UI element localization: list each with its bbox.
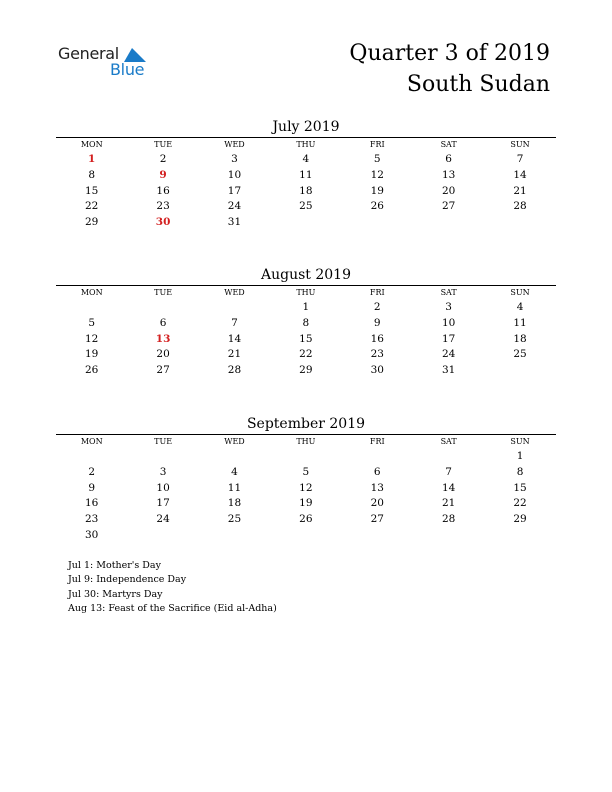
day-cell: 31 xyxy=(227,216,242,229)
day-cell: 7 xyxy=(445,465,452,478)
day-cell xyxy=(270,528,341,544)
generalblue-logo xyxy=(58,44,158,80)
day-cell: 29 xyxy=(85,216,99,229)
weekday-header: FRI xyxy=(369,437,385,446)
weekday-header: SAT xyxy=(440,288,457,297)
logo-text-general: General xyxy=(58,44,119,63)
day-cell xyxy=(199,528,270,544)
day-cell: 21 xyxy=(513,184,527,197)
day-cell: 5 xyxy=(373,153,381,165)
day-cell: 6 xyxy=(373,465,381,478)
day-cell: 25 xyxy=(513,348,527,361)
day-cell: 22 xyxy=(299,348,313,361)
day-cell xyxy=(484,215,555,231)
day-cell: 16 xyxy=(370,332,384,345)
day-cell: 14 xyxy=(513,168,527,181)
day-cell: 10 xyxy=(227,168,242,181)
day-cell: 16 xyxy=(85,497,99,510)
logo-text-blue: Blue xyxy=(110,60,145,79)
weekday-header: SUN xyxy=(510,288,530,297)
weekday-header: FRI xyxy=(369,288,385,297)
day-cell: 20 xyxy=(370,497,384,510)
day-cell: 19 xyxy=(370,184,384,197)
day-cell: 21 xyxy=(441,497,456,510)
day-cell: 27 xyxy=(370,513,384,526)
day-cell xyxy=(342,215,413,231)
month-august xyxy=(56,265,556,379)
day-cell: 9 xyxy=(159,168,167,181)
day-cell xyxy=(199,449,270,465)
weekday-header: THU xyxy=(296,140,316,149)
weekday-header: MON xyxy=(80,288,103,297)
weekday-header: WED xyxy=(224,140,245,149)
day-cell: 26 xyxy=(370,200,384,213)
title-quarter: Quarter 3 of 2019 xyxy=(349,41,550,66)
day-cell: 12 xyxy=(370,168,384,181)
day-cell: 3 xyxy=(231,153,238,165)
day-cell: 15 xyxy=(513,481,527,494)
holiday-notes xyxy=(68,559,277,616)
day-cell: 27 xyxy=(441,200,456,213)
day-cell: 13 xyxy=(441,168,456,181)
day-cell: 7 xyxy=(231,316,238,329)
day-cell: 21 xyxy=(227,348,242,361)
day-cell xyxy=(413,528,484,544)
holiday-note: Jul 9: Independence Day xyxy=(68,574,187,586)
day-cell: 8 xyxy=(516,465,524,478)
weekday-header: SAT xyxy=(440,437,457,446)
day-cell: 20 xyxy=(156,348,170,361)
weekday-header: SUN xyxy=(510,437,530,446)
day-cell: 19 xyxy=(299,497,313,510)
day-cell: 13 xyxy=(155,332,171,345)
day-cell: 6 xyxy=(445,153,452,165)
day-cell: 18 xyxy=(513,332,527,345)
day-cell: 2 xyxy=(88,465,96,478)
day-cell xyxy=(413,215,484,231)
month-july xyxy=(56,117,556,231)
day-cell: 7 xyxy=(516,153,524,165)
day-cell xyxy=(484,528,555,544)
month-title: July 2019 xyxy=(272,119,340,135)
day-cell: 17 xyxy=(441,332,456,345)
weekday-header: SUN xyxy=(510,140,530,149)
weekday-header: TUE xyxy=(154,140,173,149)
day-cell: 24 xyxy=(227,200,242,213)
page-title xyxy=(349,38,550,100)
weekday-header: WED xyxy=(224,437,245,446)
weekday-header: MON xyxy=(80,437,103,446)
holiday-note: Aug 13: Feast of the Sacrifice (Eid al-Adha) xyxy=(68,602,277,614)
day-cell: 11 xyxy=(227,481,242,494)
day-cell xyxy=(56,449,127,465)
day-cell: 30 xyxy=(85,528,99,541)
day-cell: 16 xyxy=(156,184,170,197)
day-cell: 25 xyxy=(299,200,313,213)
weekday-header: SAT xyxy=(440,140,457,149)
weekday-header: MON xyxy=(80,140,103,149)
day-cell: 30 xyxy=(370,364,384,377)
day-cell: 31 xyxy=(441,364,456,377)
day-cell: 18 xyxy=(299,184,313,197)
holiday-note: Jul 30: Martyrs Day xyxy=(68,588,163,600)
day-cell: 9 xyxy=(88,481,96,494)
day-cell: 11 xyxy=(299,168,313,181)
day-cell xyxy=(56,300,127,316)
day-cell: 11 xyxy=(513,316,527,329)
day-cell: 23 xyxy=(370,348,384,361)
day-cell: 10 xyxy=(156,481,170,494)
day-cell: 23 xyxy=(85,513,99,526)
day-cell: 24 xyxy=(156,513,170,526)
day-cell: 2 xyxy=(373,301,381,313)
day-cell: 22 xyxy=(85,200,99,213)
day-cell: 29 xyxy=(299,364,313,377)
day-cell: 25 xyxy=(227,513,242,526)
day-cell: 23 xyxy=(156,200,170,213)
title-country: South Sudan xyxy=(406,72,550,97)
day-cell: 30 xyxy=(155,216,171,229)
day-cell: 5 xyxy=(88,316,96,329)
day-cell: 17 xyxy=(227,184,242,197)
day-cell xyxy=(199,300,270,316)
day-cell: 5 xyxy=(302,465,310,478)
month-september xyxy=(56,414,556,544)
holiday-note: Jul 1: Mother's Day xyxy=(68,560,161,571)
weekday-header: TUE xyxy=(154,437,173,446)
day-cell: 3 xyxy=(445,301,452,313)
day-cell xyxy=(127,300,198,316)
day-cell: 4 xyxy=(302,153,310,165)
day-cell: 8 xyxy=(302,316,310,329)
day-cell: 26 xyxy=(299,513,313,526)
day-cell xyxy=(342,449,413,465)
day-cell: 28 xyxy=(441,513,456,526)
day-cell: 17 xyxy=(156,497,170,510)
day-cell: 18 xyxy=(227,497,242,510)
weekday-header: TUE xyxy=(154,288,173,297)
day-cell: 28 xyxy=(227,364,242,377)
day-cell: 28 xyxy=(513,200,527,213)
calendar-grid xyxy=(56,435,556,544)
day-cell: 3 xyxy=(159,465,167,478)
calendar-grid xyxy=(56,138,556,231)
day-cell: 8 xyxy=(88,168,96,181)
day-cell: 20 xyxy=(441,184,456,197)
weekday-header: THU xyxy=(296,437,316,446)
day-cell: 29 xyxy=(513,513,527,526)
day-cell: 4 xyxy=(516,301,524,313)
day-cell: 1 xyxy=(302,301,310,313)
month-title: August 2019 xyxy=(261,267,351,283)
weekday-header: WED xyxy=(224,288,245,297)
day-cell: 6 xyxy=(159,316,167,329)
day-cell: 22 xyxy=(513,497,527,510)
day-cell: 12 xyxy=(85,332,99,345)
calendar-grid xyxy=(56,286,556,379)
day-cell: 12 xyxy=(299,481,313,494)
day-cell xyxy=(270,449,341,465)
day-cell: 15 xyxy=(85,184,99,197)
day-cell: 24 xyxy=(441,348,456,361)
weekday-header: FRI xyxy=(369,140,385,149)
day-cell: 1 xyxy=(516,450,524,462)
day-cell: 14 xyxy=(441,481,456,494)
day-cell xyxy=(270,215,341,231)
weekday-header: THU xyxy=(296,288,316,297)
day-cell xyxy=(127,449,198,465)
day-cell: 14 xyxy=(227,332,242,345)
day-cell: 9 xyxy=(373,316,381,329)
day-cell: 19 xyxy=(85,348,99,361)
day-cell: 15 xyxy=(299,332,313,345)
day-cell: 26 xyxy=(85,364,99,377)
day-cell: 13 xyxy=(370,481,384,494)
day-cell: 10 xyxy=(441,316,456,329)
day-cell: 4 xyxy=(231,465,238,478)
day-cell: 2 xyxy=(159,153,167,165)
day-cell xyxy=(127,528,198,544)
day-cell: 27 xyxy=(156,364,170,377)
month-title: September 2019 xyxy=(246,416,366,432)
day-cell: 1 xyxy=(88,153,96,165)
day-cell xyxy=(342,528,413,544)
day-cell xyxy=(484,363,555,379)
day-cell xyxy=(413,449,484,465)
